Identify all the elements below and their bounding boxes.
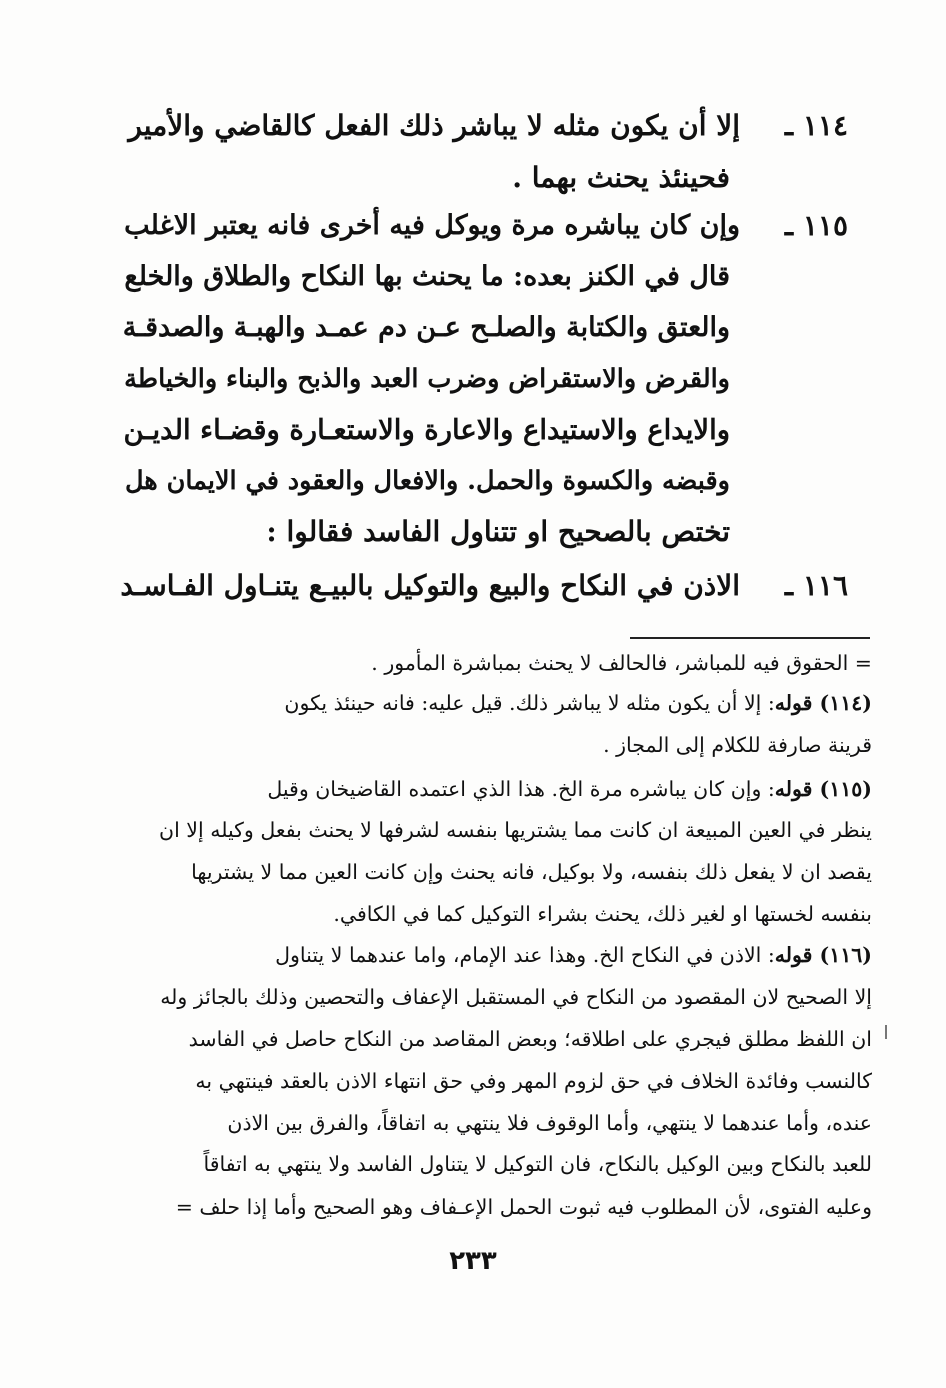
verse-116 (120, 566, 848, 610)
note-label: (١١٦) قوله (774, 943, 872, 967)
verse-line: وإن كان يباشره مرة ويوكل فيه أخرى فانه يعتبر الاغلب (124, 210, 740, 241)
verse-line: والعتق والكتابة والصلـح عـن دم عمـد والهبـة والصدقـة (122, 312, 730, 343)
commentary-line: (١١٦) قوله: الاذن في النكاح الخ. وهذا عند الإمام، واما عندهما لا يتناول (275, 943, 872, 967)
commentary-line: ينظر في العين المبيعة ان كانت مما يشتريها بنفسه لشرفها لا يحنث بفعل وكيله إلا ان (159, 818, 872, 842)
verse-114 (120, 106, 848, 196)
footnote-divider (630, 637, 870, 639)
commentary-line: كالنسب وفائدة الخلاف في حق لزوم المهر وفي حق انتهاء الاذن بالعقد فينتهي به (195, 1069, 872, 1093)
verse-line: والايداع والاستيداع والاعارة والاستعـارة وقضـاء الديـن (123, 414, 730, 446)
commentary-line: إلا الصحيح لان المقصود من النكاح في المستقبل الإعفاف والتحصين وذلك بالجائز وله (160, 985, 872, 1009)
verse-line: فحينئذ يحنث بهما . (512, 161, 730, 194)
note-label: (١١٤) قوله (774, 691, 872, 715)
commentary-line: بنفسه لخستها او لغير ذلك، يحنث بشراء التوكيل كما في الكافي. (333, 902, 872, 926)
verse-line: قال في الكنز بعده: ما يحنث بها النكاح والطلاق والخلع (124, 261, 730, 292)
verse-number: ١١٥ ـ (784, 209, 848, 242)
margin-mark (885, 1025, 887, 1039)
verse-line: إلا أن يكون مثله لا يباشر ذلك الفعل كالقاضي والأمير (128, 109, 740, 142)
commentary-line: للعبد بالنكاح وبين الوكيل بالنكاح، فان التوكيل لا يتناول الفاسد ولا ينتهي به اتفاقاً (203, 1152, 872, 1176)
commentary-line: عنده، وأما عندهما لا ينتهي، وأما الوقوف فلا ينتهي به اتفاقاً، والفرق بين الاذن (227, 1111, 872, 1135)
verse-115 (120, 206, 848, 566)
verse-number: ١١٤ ـ (784, 109, 848, 142)
verse-line: والقرض والاستقراض وضرب العبد والذبح والبناء والخياطة (124, 364, 730, 394)
commentary-line: = الحقوق فيه للمباشر، فالحالف لا يحنث بمباشرة المأمور . (371, 651, 872, 675)
verse-line: تختص بالصحيح او تتناول الفاسد فقالوا : (266, 515, 730, 548)
commentary-line: يقصد ان لا يفعل ذلك بنفسه، ولا بوكيل، فانه يحنث وإن كانت العين مما لا يشتريها (191, 860, 872, 884)
verse-line: الاذن في النكاح والبيع والتوكيل بالبيـع يتنـاول الفـاسـد (120, 569, 740, 602)
commentary-line: ان اللفظ مطلق فيجري على اطلاقه؛ وبعض المقاصد من النكاح حاصل في الفاسد (188, 1027, 872, 1051)
commentary (116, 645, 872, 1235)
commentary-line: وعليه الفتوى، لأن المطلوب فيه ثبوت الحمل الإعـفاف وهو الصحيح وأما إذا حلف = (175, 1195, 872, 1219)
page-number: ٢٣٣ (449, 1246, 497, 1276)
commentary-line: (١١٥) قوله: وإن كان يباشره مرة الخ. هذا الذي اعتمده القاضيخان وقيل (267, 777, 872, 801)
commentary-line: قرينة صارفة للكلام إلى المجاز . (603, 733, 872, 757)
commentary-line: (١١٤) قوله: إلا أن يكون مثله لا يباشر ذلك. قيل عليه: فانه حينئذ يكون (284, 691, 872, 715)
verse-number: ١١٦ ـ (784, 569, 848, 602)
note-label: (١١٥) قوله (774, 777, 872, 801)
verse-line: وقبضه والكسوة والحمل. والافعال والعقود في الايمان هل (124, 466, 730, 496)
